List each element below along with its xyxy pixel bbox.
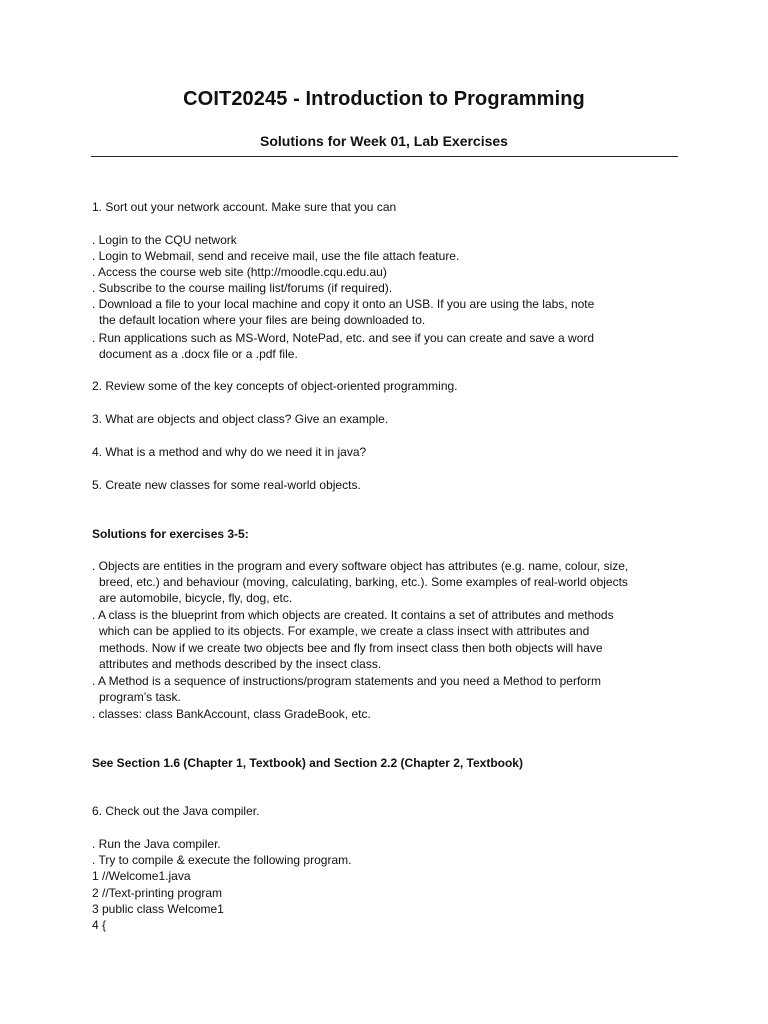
list-item: . Run applications such as MS-Word, NotePad, etc. and see if you can create and save a word (92, 331, 595, 345)
solution-line: . A class is the blueprint from which objects are created. It contains a set of attributes and methods (92, 608, 614, 622)
exercise-2: 2. Review some of the key concepts of object-oriented programming. (92, 379, 458, 393)
solution-line: methods. Now if we create two objects bee and fly from insect class then both objects will have (99, 641, 603, 655)
list-item: . Login to the CQU network (92, 233, 237, 247)
solution-line: which can be applied to its objects. For example, we create a class insect with attributes and (99, 624, 590, 638)
exercise-1: 1. Sort out your network account. Make sure that you can (92, 200, 397, 214)
solution-line: . classes: class BankAccount, class GradeBook, etc. (92, 707, 371, 721)
exercise-6: 6. Check out the Java compiler. (92, 804, 260, 818)
exercise-3: 3. What are objects and object class? Give an example. (92, 412, 389, 426)
list-item-continuation: the default location where your files are being downloaded to. (99, 313, 426, 327)
code-line: 4 { (92, 918, 107, 932)
list-item: . Try to compile & execute the following program. (92, 853, 352, 867)
solution-line: . Objects are entities in the program and every software object has attributes (e.g. name, colour, size, (92, 559, 629, 573)
title-divider (91, 156, 678, 157)
solution-line: are automobile, bicycle, fly, dog, etc. (99, 591, 293, 605)
list-item: . Subscribe to the course mailing list/forums (if required). (92, 281, 393, 295)
list-item: . Login to Webmail, send and receive mail, use the file attach feature. (92, 249, 460, 263)
list-item: . Download a file to your local machine and copy it onto an USB. If you are using the labs, note (92, 297, 595, 311)
exercise-5: 5. Create new classes for some real-world objects. (92, 478, 361, 492)
code-line: 2 //Text-printing program (92, 886, 223, 900)
list-item-continuation: document as a .docx file or a .pdf file. (99, 347, 298, 361)
solution-line: program’s task. (99, 690, 181, 704)
list-item: . Access the course web site (http://moodle.cqu.edu.au) (92, 265, 387, 279)
solution-line: . A Method is a sequence of instructions/program statements and you need a Method to perform (92, 674, 601, 688)
solutions-heading: Solutions for exercises 3-5: (92, 527, 249, 541)
exercise-4: 4. What is a method and why do we need it in java? (92, 445, 367, 459)
list-item: . Run the Java compiler. (92, 837, 221, 851)
code-line: 3 public class Welcome1 (92, 902, 224, 916)
solution-line: attributes and methods described by the insect class. (99, 657, 382, 671)
code-line: 1 //Welcome1.java (92, 869, 191, 883)
page-title: COIT20245 - Introduction to Programming (183, 88, 585, 110)
see-section-note: See Section 1.6 (Chapter 1, Textbook) and Section 2.2 (Chapter 2, Textbook) (92, 756, 523, 770)
page-subtitle: Solutions for Week 01, Lab Exercises (260, 133, 508, 149)
solution-line: breed, etc.) and behaviour (moving, calculating, barking, etc.). Some examples of real-world objects (99, 575, 628, 589)
